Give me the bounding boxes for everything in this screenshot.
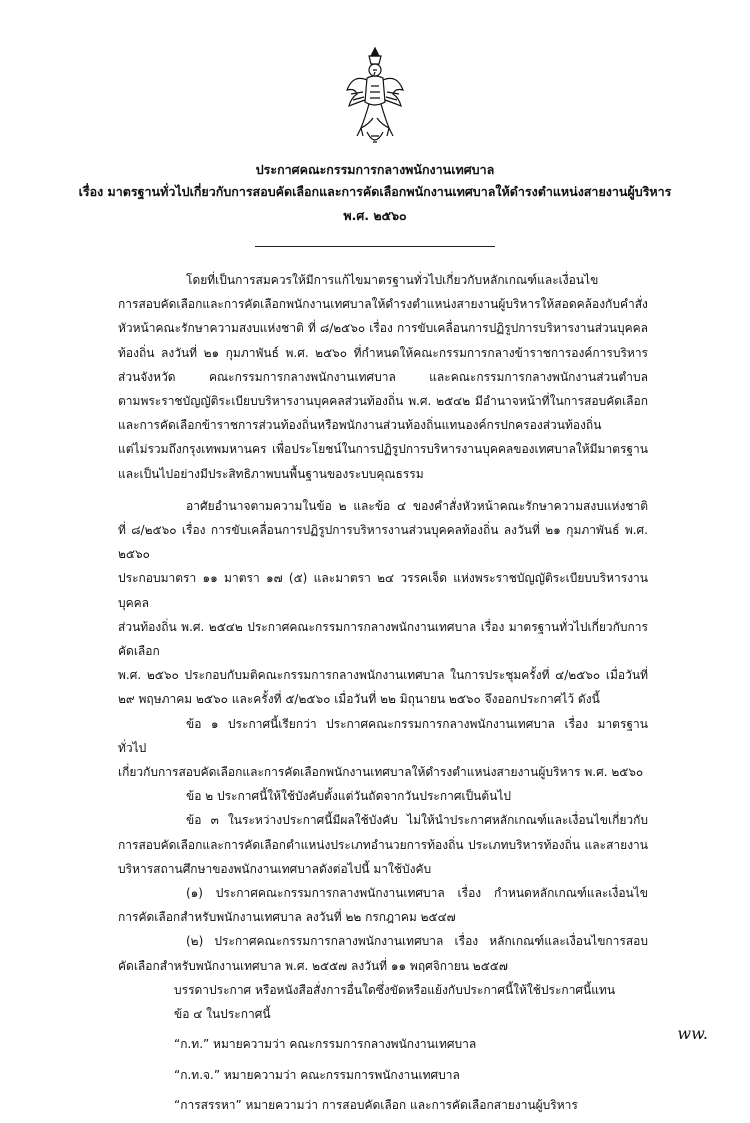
text-line: การสอบคัดเลือกและการคัดเลือกตำแหน่งประเภทอำนวยการท้องถิ่น ประเภทบริหารท้องถิ่น และสายงาน <box>118 837 648 852</box>
text-line: ๒๙ พฤษภาคม ๒๕๖๐ และครั้งที่ ๕/๒๕๖๐ เมื่อวันที่ ๒๒ มิถุนายน ๒๕๖๐ จึงออกประกาศไว้ ดังนี้ <box>118 692 600 707</box>
preamble-paragraph <box>118 268 648 486</box>
text-line: ที่ ๘/๒๕๖๐ เรื่อง การขับเคลื่อนการปฏิรูปการบริหารงานส่วนบุคคลท้องถิ่น ลงวันที่ ๒๑ กุมภาพันธ์ พ.ศ. ๒๕๖๐ <box>118 523 648 562</box>
announcement-title: ประกาศคณะกรรมการกลางพนักงานเทศบาล <box>255 162 495 177</box>
clause-4-intro: ข้อ ๔ ในประกาศนี้ <box>174 1007 271 1022</box>
title-divider <box>255 246 495 247</box>
repeal-clause: บรรดาประกาศ หรือหนังสือสั่งการอื่นใดซึ่งขัดหรือแย้งกับประกาศนี้ให้ใช้ประกาศนี้แทน <box>174 982 616 997</box>
text-line: ข้อ ๑ ประกาศนี้เรียกว่า ประกาศคณะกรรมการกลางพนักงานเทศบาล เรื่อง มาตรฐานทั่วไป <box>118 716 648 755</box>
text-line: ส่วนท้องถิ่น พ.ศ. ๒๕๔๒ ประกาศคณะกรรมการกลางพนักงานเทศบาล เรื่อง มาตรฐานทั่วไปเกี่ยวกับการคัดเลือก <box>118 619 648 659</box>
page-initials: ww. <box>677 1024 708 1043</box>
text-line: และเป็นไปอย่างมีประสิทธิภาพบนพื้นฐานของระบบคุณธรรม <box>118 466 424 481</box>
text-line: อาศัยอำนาจตามความในข้อ ๒ และข้อ ๔ ของคำสั่งหัวหน้าคณะรักษาความสงบแห่งชาติ <box>186 498 648 513</box>
text-line: และการคัดเลือกข้าราชการส่วนท้องถิ่นหรือพนักงานส่วนท้องถิ่นแทนองค์กรปกครองส่วนท้องถิ่น <box>118 418 602 433</box>
clause-3 <box>118 808 648 881</box>
clause-3-item-1 <box>118 881 648 929</box>
text-line: การคัดเลือกสำหรับพนักงานเทศบาล ลงวันที่ ๒๒ กรกฎาคม ๒๕๔๗ <box>118 910 456 925</box>
text-line: ข้อ ๒ ประกาศนี้ให้ใช้บังคับตั้งแต่วันถัดจากวันประกาศเป็นต้นไป <box>186 789 512 804</box>
clause-2 <box>118 784 648 808</box>
text-line: ท้องถิ่น ลงวันที่ ๒๑ กุมภาพันธ์ พ.ศ. ๒๕๖๐ ที่กำหนดให้คณะกรรมการกลางข้าราชการองค์การบริหาร <box>118 345 648 360</box>
text-line: พ.ศ. ๒๕๖๐ ประกอบกับมติคณะกรรมการกลางพนักงานเทศบาล ในการประชุมครั้งที่ ๔/๒๕๖๐ เมื่อวันที่ <box>118 668 648 683</box>
authority-paragraph <box>118 494 648 712</box>
clause-3-item-2 <box>118 929 648 977</box>
definition-item: “การสรรหา” หมายความว่า การสอบคัดเลือก และการคัดเลือกสายงานผู้บริหาร <box>174 1097 578 1112</box>
definition-item: “ก.ท.จ.” หมายความว่า คณะกรรมการพนักงานเทศบาล <box>174 1067 460 1082</box>
text-line: หัวหน้าคณะรักษาความสงบแห่งชาติ ที่ ๘/๒๕๖๐ เรื่อง การขับเคลื่อนการปฏิรูปการบริหารงานส่วนบุคคล <box>118 321 648 336</box>
text-line: แต่ไม่รวมถึงกรุงเทพมหานคร เพื่อประโยชน์ในการปฏิรูปการบริหารงานบุคคลของเทศบาลให้มีมาตรฐาน <box>118 442 648 457</box>
text-line: (๑) ประกาศคณะกรรมการกลางพนักงานเทศบาล เรื่อง กำหนดหลักเกณฑ์และเงื่อนไข <box>186 886 648 901</box>
definitions-list <box>118 1032 648 1117</box>
text-line: คัดเลือกสำหรับพนักงานเทศบาล พ.ศ. ๒๕๕๗ ลงวันที่ ๑๑ พฤศจิกายน ๒๕๕๗ <box>118 958 508 973</box>
text-line: โดยที่เป็นการสมควรให้มีการแก้ไขมาตรฐานทั่วไปเกี่ยวกับหลักเกณฑ์และเงื่อนไข <box>186 273 599 287</box>
announcement-year: พ.ศ. ๒๕๖๐ <box>343 208 407 223</box>
definition-item: “ก.ท.” หมายความว่า คณะกรรมการกลางพนักงานเทศบาล <box>174 1037 477 1052</box>
clause-1 <box>118 712 648 785</box>
text-line: การสอบคัดเลือกและการคัดเลือกพนักงานเทศบาลให้ดำรงตำแหน่งสายงานผู้บริหารให้สอดคล้องกับคำสั่ง <box>118 297 648 312</box>
announcement-subject: เรื่อง มาตรฐานทั่วไปเกี่ยวกับการสอบคัดเลือกและการคัดเลือกพนักงานเทศบาลให้ดำรงตำแหน่งสายงานผู้บริหาร <box>78 184 672 199</box>
text-line: ตามพระราชบัญญัติระเบียบบริหารงานบุคคลส่วนท้องถิ่น พ.ศ. ๒๕๔๒ มีอำนาจหน้าที่ในการสอบคัดเลือก <box>118 394 648 409</box>
document-body <box>118 268 648 1123</box>
text-line: เกี่ยวกับการสอบคัดเลือกและการคัดเลือกพนักงานเทศบาลให้ดำรงตำแหน่งสายงานผู้บริหาร พ.ศ. ๒๕๖๐ <box>118 765 644 780</box>
garuda-emblem-icon <box>343 44 407 154</box>
text-line: (๒) ประกาศคณะกรรมการกลางพนักงานเทศบาล เรื่อง หลักเกณฑ์และเงื่อนไขการสอบ <box>186 934 648 949</box>
text-line: ส่วนจังหวัด คณะกรรมการกลางพนักงานเทศบาล และคณะกรรมการกลางพนักงานส่วนตำบล <box>118 369 648 384</box>
text-line: ประกอบมาตรา ๑๑ มาตรา ๑๗ (๕) และมาตรา ๒๔ วรรคเจ็ด แห่งพระราชบัญญัติระเบียบบริหารงานบุคคล <box>118 571 648 610</box>
text-line: ข้อ ๓ ในระหว่างประกาศนี้มีผลใช้บังคับ ไม่ให้นำประกาศหลักเกณฑ์และเงื่อนไขเกี่ยวกับ <box>186 813 648 828</box>
text-line: บริหารสถานศึกษาของพนักงานเทศบาลดังต่อไปนี้ มาใช้บังคับ <box>118 861 432 876</box>
